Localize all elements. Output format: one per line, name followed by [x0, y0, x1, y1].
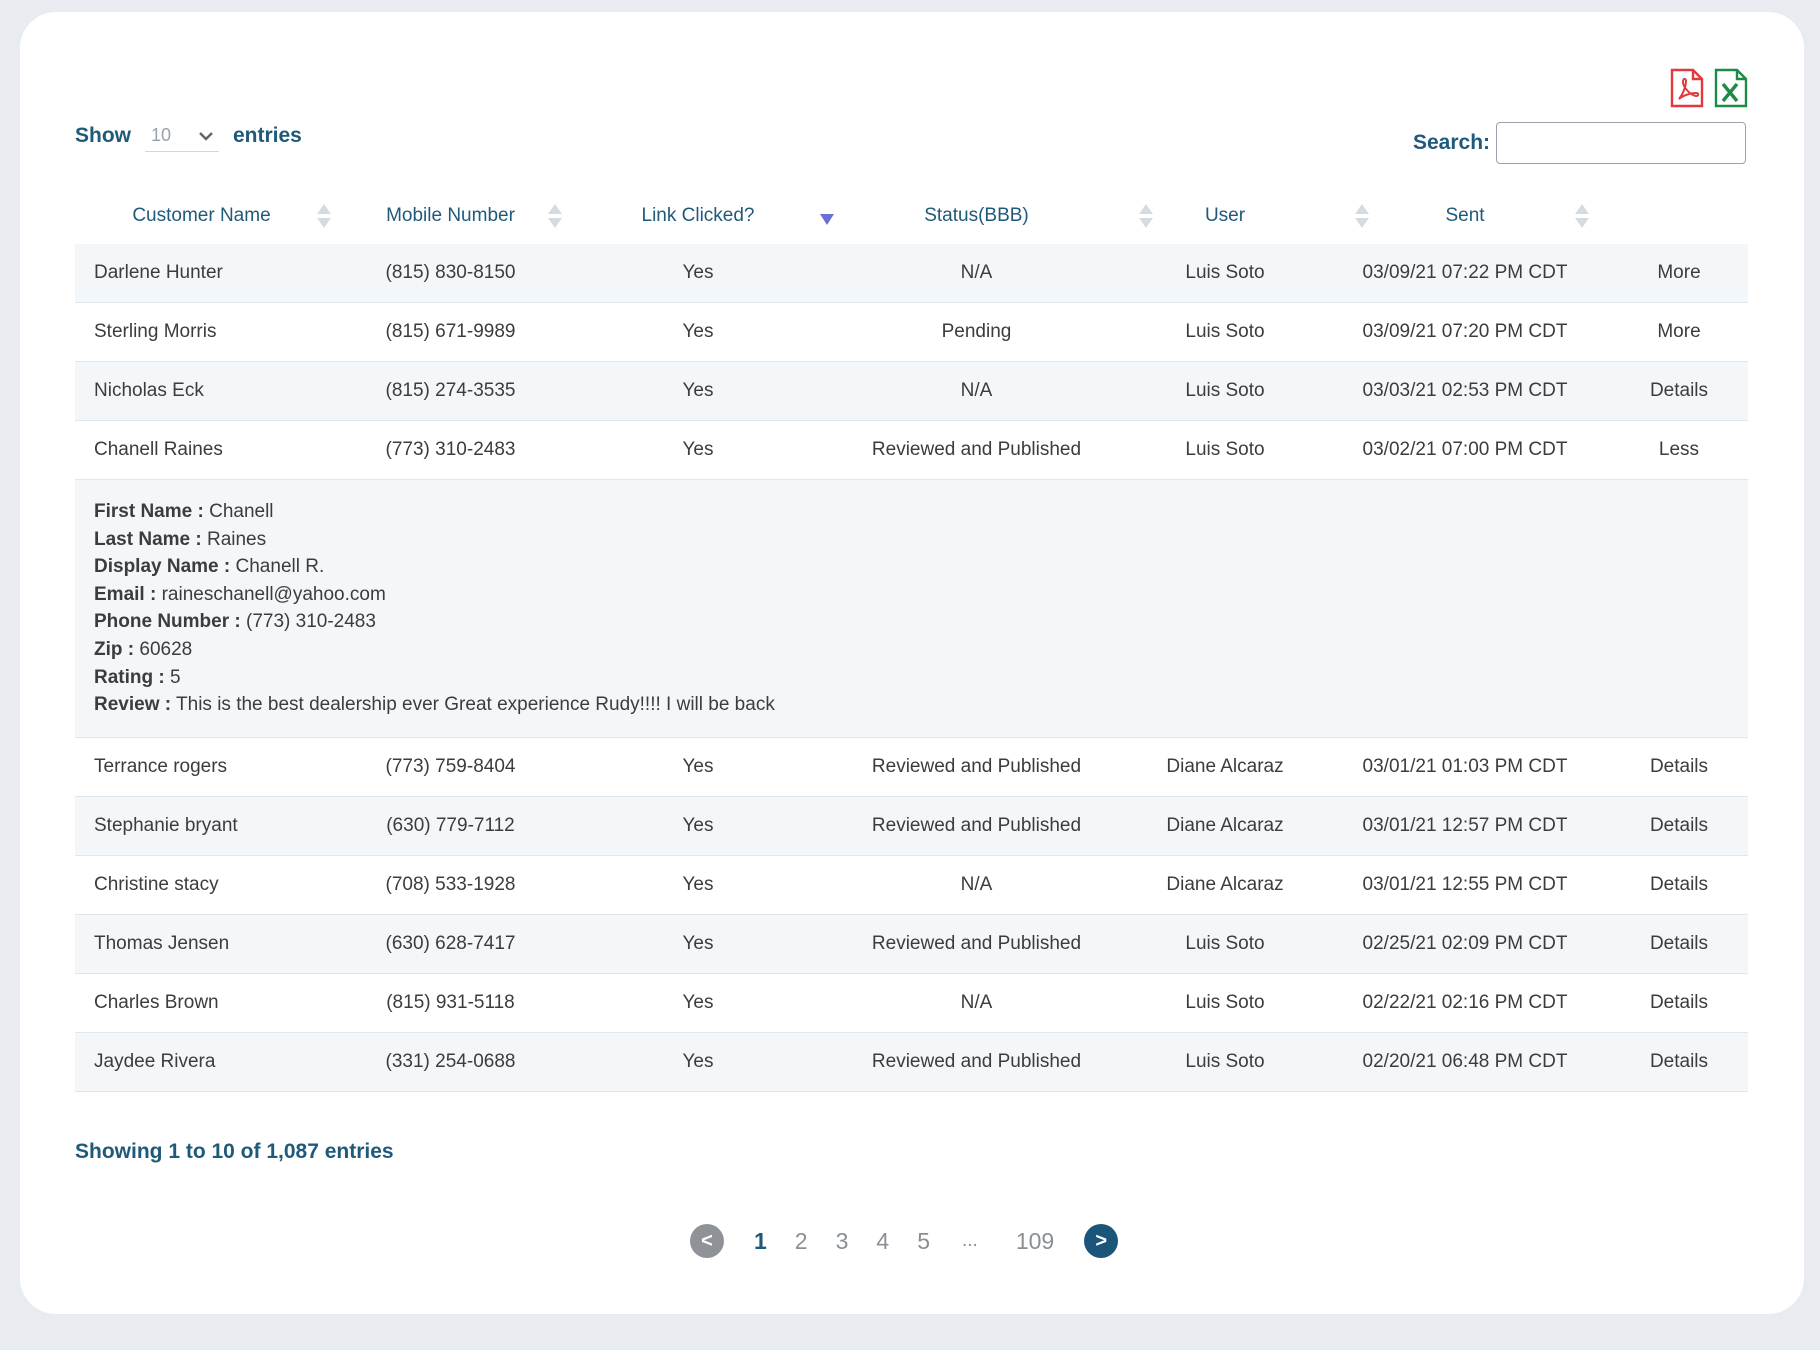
cell-user: Luis Soto [1130, 244, 1320, 303]
row-details-link[interactable]: Details [1610, 362, 1748, 421]
cell-sent: 03/09/21 07:22 PM CDT [1320, 244, 1610, 303]
cell-customer-name: Nicholas Eck [75, 362, 328, 421]
cell-status: N/A [823, 973, 1130, 1032]
cell-sent: 02/22/21 02:16 PM CDT [1320, 973, 1610, 1032]
cell-status: Reviewed and Published [823, 421, 1130, 480]
search-input[interactable] [1496, 122, 1746, 164]
cell-customer-name: Sterling Morris [75, 303, 328, 362]
cell-link-clicked: Yes [573, 737, 823, 796]
search-label: Search: [1413, 131, 1491, 154]
detail-email: Email : raineschanell@yahoo.com [94, 583, 386, 605]
cell-mobile: (815) 830-8150 [328, 244, 573, 303]
row-more-link[interactable]: More [1610, 244, 1748, 303]
cell-sent: 03/01/21 12:57 PM CDT [1320, 796, 1610, 855]
pagination-next-button[interactable]: > [1084, 1224, 1118, 1258]
cell-status: N/A [823, 362, 1130, 421]
cell-customer-name: Thomas Jensen [75, 914, 328, 973]
cell-customer-name: Chanell Raines [75, 421, 328, 480]
cell-user: Diane Alcaraz [1130, 737, 1320, 796]
cell-status: Reviewed and Published [823, 796, 1130, 855]
row-details-link[interactable]: Details [1610, 973, 1748, 1032]
cell-link-clicked: Yes [573, 421, 823, 480]
messages-table [75, 188, 1748, 1092]
cell-sent: 02/25/21 02:09 PM CDT [1320, 914, 1610, 973]
cell-user: Luis Soto [1130, 421, 1320, 480]
table-row [75, 914, 1748, 973]
cell-mobile: (815) 931-5118 [328, 973, 573, 1032]
table-row [75, 303, 1748, 362]
table-row [75, 796, 1748, 855]
cell-status: Reviewed and Published [823, 914, 1130, 973]
cell-link-clicked: Yes [573, 796, 823, 855]
cell-status: Reviewed and Published [823, 1032, 1130, 1091]
header-link-clicked[interactable]: Link Clicked? [573, 188, 823, 244]
pagination-page-109[interactable]: 109 [1015, 1227, 1055, 1254]
row-detail-panel [75, 480, 1748, 738]
cell-mobile: (630) 779-7112 [328, 796, 573, 855]
table-row [75, 1032, 1748, 1091]
cell-link-clicked: Yes [573, 973, 823, 1032]
cell-link-clicked: Yes [573, 244, 823, 303]
cell-status: N/A [823, 244, 1130, 303]
row-details-link[interactable]: Details [1610, 737, 1748, 796]
cell-link-clicked: Yes [573, 362, 823, 421]
report-card [20, 12, 1804, 1314]
cell-mobile: (815) 671-9989 [328, 303, 573, 362]
header-customer-name[interactable]: Customer Name [75, 188, 328, 244]
row-details-link[interactable]: Details [1610, 914, 1748, 973]
cell-mobile: (773) 310-2483 [328, 421, 573, 480]
entries-select[interactable] [145, 120, 219, 152]
cell-sent: 03/01/21 01:03 PM CDT [1320, 737, 1610, 796]
cell-user: Luis Soto [1130, 1032, 1320, 1091]
table-row [75, 855, 1748, 914]
pagination-page-5[interactable]: 5 [917, 1227, 930, 1254]
pagination-ellipsis: ... [961, 1230, 978, 1251]
sort-both-icon [1574, 203, 1590, 235]
cell-user: Luis Soto [1130, 973, 1320, 1032]
cell-customer-name: Charles Brown [75, 973, 328, 1032]
cell-customer-name: Darlene Hunter [75, 244, 328, 303]
pdf-export-icon[interactable] [1670, 68, 1704, 108]
detail-last-name: Last Name : Raines [94, 528, 267, 550]
cell-status: Pending [823, 303, 1130, 362]
cell-status: Reviewed and Published [823, 737, 1130, 796]
table-info-text: Showing 1 to 10 of 1,087 entries [75, 1140, 394, 1163]
row-less-link[interactable]: Less [1610, 421, 1748, 480]
table-row [75, 973, 1748, 1032]
header-status-bbb[interactable]: Status(BBB) [823, 188, 1130, 244]
chevron-down-icon [197, 127, 215, 150]
table-row [75, 362, 1748, 421]
cell-mobile: (630) 628-7417 [328, 914, 573, 973]
excel-export-icon[interactable] [1714, 68, 1748, 108]
table-row [75, 421, 1748, 480]
pagination-page-4[interactable]: 4 [876, 1227, 890, 1254]
pagination-page-1[interactable]: 1 [754, 1227, 767, 1254]
header-action [1610, 188, 1748, 244]
cell-user: Luis Soto [1130, 362, 1320, 421]
table-header-row [75, 188, 1748, 244]
cell-user: Diane Alcaraz [1130, 796, 1320, 855]
header-user[interactable]: User [1130, 188, 1320, 244]
show-label: Show [75, 124, 131, 147]
cell-mobile: (331) 254-0688 [328, 1032, 573, 1091]
detail-cell [75, 480, 1748, 738]
detail-display-name: Display Name : Chanell R. [94, 556, 325, 578]
detail-zip: Zip : 60628 [94, 638, 193, 660]
cell-sent: 03/03/21 02:53 PM CDT [1320, 362, 1610, 421]
entries-label: entries [233, 124, 302, 147]
detail-first-name: First Name : Chanell [94, 501, 274, 522]
cell-link-clicked: Yes [573, 914, 823, 973]
cell-customer-name: Terrance rogers [75, 737, 328, 796]
cell-link-clicked: Yes [573, 1032, 823, 1091]
cell-mobile: (708) 533-1928 [328, 855, 573, 914]
cell-customer-name: Christine stacy [75, 855, 328, 914]
pagination-page-3[interactable]: 3 [835, 1227, 849, 1254]
cell-sent: 03/09/21 07:20 PM CDT [1320, 303, 1610, 362]
cell-sent: 02/20/21 06:48 PM CDT [1320, 1032, 1610, 1091]
detail-rating: Rating : 5 [94, 666, 181, 688]
cell-customer-name: Stephanie bryant [75, 796, 328, 855]
header-sent[interactable]: Sent [1320, 188, 1610, 244]
table-row [75, 737, 1748, 796]
cell-link-clicked: Yes [573, 855, 823, 914]
row-details-link[interactable]: Details [1610, 855, 1748, 914]
search-control [1413, 122, 1746, 164]
pagination-prev-button[interactable]: < [690, 1224, 724, 1258]
cell-customer-name: Jaydee Rivera [75, 1032, 328, 1091]
detail-review: Review : This is the best dealership ever Great experience Rudy!!!! I will be back [94, 694, 775, 716]
detail-phone-number: Phone Number : (773) 310-2483 [94, 611, 376, 633]
table-row [75, 244, 1748, 303]
cell-user: Luis Soto [1130, 303, 1320, 362]
cell-mobile: (773) 759-8404 [328, 737, 573, 796]
cell-status: N/A [823, 855, 1130, 914]
cell-sent: 03/01/21 12:55 PM CDT [1320, 855, 1610, 914]
header-mobile-number[interactable]: Mobile Number [328, 188, 573, 244]
pagination-page-2[interactable]: 2 [794, 1227, 808, 1254]
row-details-link[interactable]: Details [1610, 1032, 1748, 1091]
entries-select-value: 10 [151, 125, 172, 145]
row-details-link[interactable]: Details [1610, 796, 1748, 855]
pagination [690, 1224, 1118, 1258]
row-more-link[interactable]: More [1610, 303, 1748, 362]
cell-link-clicked: Yes [573, 303, 823, 362]
cell-sent: 03/02/21 07:00 PM CDT [1320, 421, 1610, 480]
export-toolbar [1670, 68, 1748, 108]
cell-user: Luis Soto [1130, 914, 1320, 973]
cell-mobile: (815) 274-3535 [328, 362, 573, 421]
cell-user: Diane Alcaraz [1130, 855, 1320, 914]
sort-both-icon [547, 203, 563, 235]
entries-length-control [75, 120, 302, 152]
